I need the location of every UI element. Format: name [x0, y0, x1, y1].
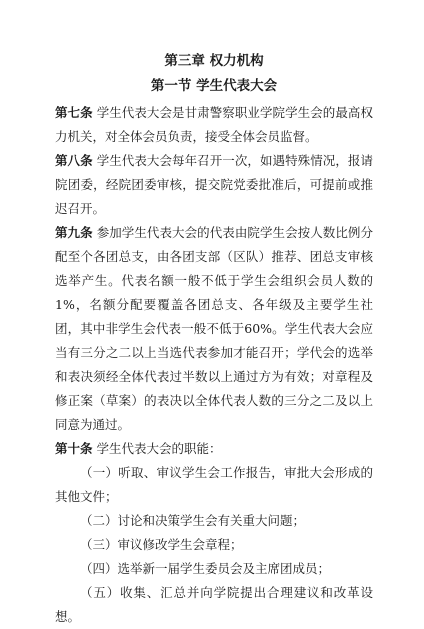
function-item-3: （三）审议修改学生会章程； — [80, 537, 243, 552]
article-text: 参加学生代表大会的代表由院学生会按人数比例分配至个各团总支，由各团支部（区队）推荐、团总支审核选举产生。代表名额一般不低于学生会组织会员人数的1%，名额分配要覆盖各团总支、各年级及主要学生社团，其中非学生会代表一般不低于60%。学生代表大会应当有三分之二以上当选代表参加才能召开；学代会的选举和表决须经全体代表过半数以上通过方为有效；对章程及修正案（草案）的表决以全体代表人数的三分之二及以上同意为通过。 — [55, 225, 373, 432]
article-label: 第七条 — [55, 105, 93, 120]
function-item-2: （二）讨论和决策学生会有关重大问题； — [80, 513, 306, 528]
function-item-4: （四）选举新一届学生委员会及主席团成员； — [80, 561, 331, 576]
function-item-5: （五）收集、汇总并向学院提出合理建议和改革设想。 — [55, 585, 373, 624]
article-label: 第八条 — [55, 153, 93, 168]
article-10 — [55, 437, 373, 461]
chapter-title: 第三章 权力机构 — [164, 53, 264, 69]
article-text: 学生代表大会每年召开一次，如遇特殊情况，报请院团委，经院团委审核，提交院党委批准后，可提前或推迟召开。 — [55, 153, 373, 216]
section-title: 第一节 学生代表大会 — [150, 78, 278, 94]
article-8 — [55, 149, 373, 221]
article-text: 学生代表大会是甘肃警察职业学院学生会的最高权力机关，对全体会员负责，接受全体会员监督。 — [55, 105, 373, 144]
document-page — [55, 52, 373, 629]
article-7 — [55, 101, 373, 149]
article-label: 第十条 — [55, 441, 93, 456]
article-label: 第九条 — [55, 225, 93, 240]
article-9 — [55, 221, 373, 437]
article-text: 学生代表大会的职能： — [96, 441, 222, 456]
function-item-1: （一）听取、审议学生会工作报告，审批大会形成的其他文件； — [55, 465, 373, 504]
